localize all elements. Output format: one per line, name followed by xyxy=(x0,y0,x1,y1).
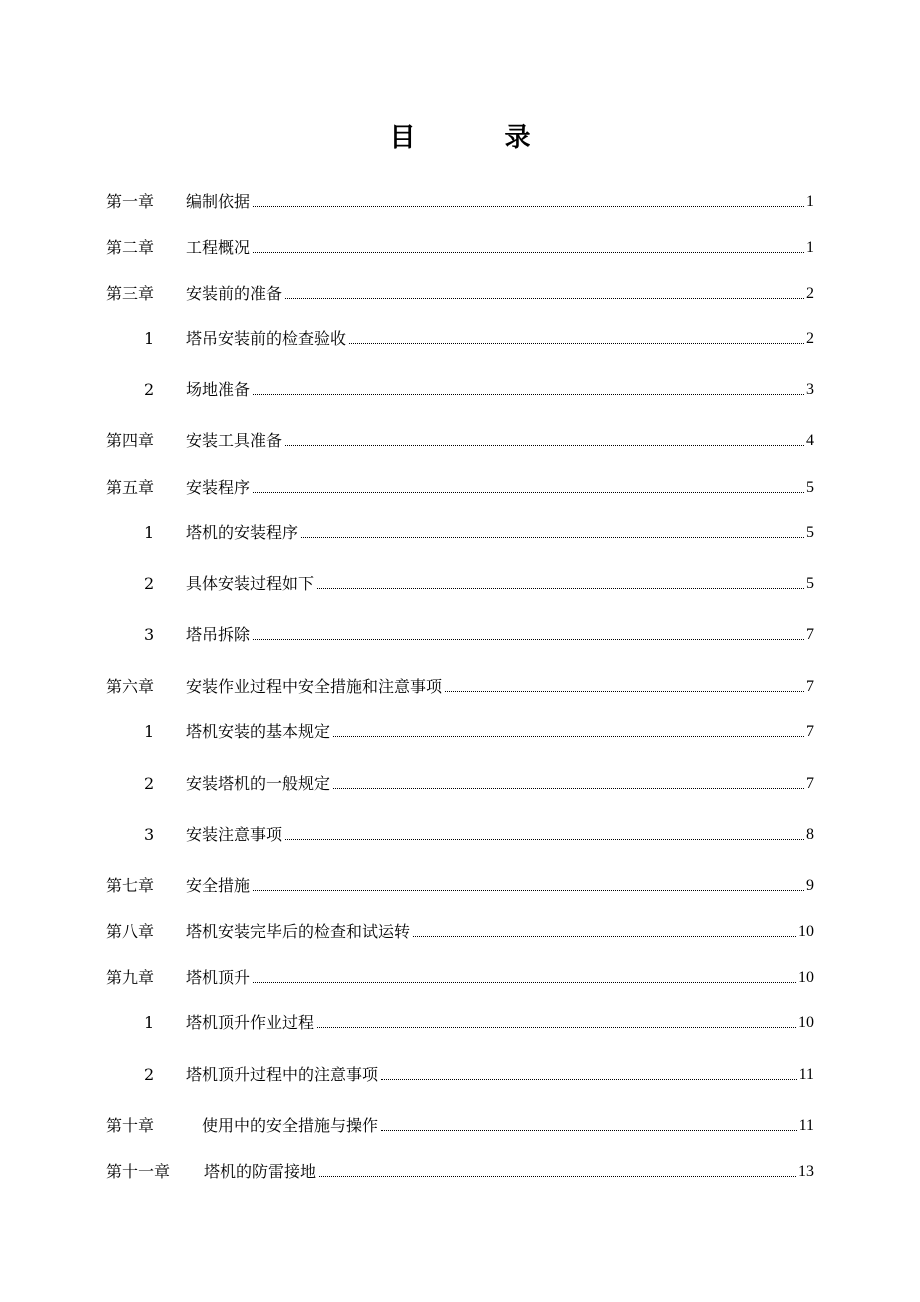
toc-entry-chapter-3[interactable] xyxy=(106,280,814,304)
toc-entry-title: 安装工具准备 xyxy=(186,431,283,450)
toc-entry-chapter-5[interactable] xyxy=(106,474,814,498)
toc-entry-number: 1 xyxy=(144,1013,155,1032)
toc-entry-page: 10 xyxy=(798,923,814,940)
toc-entry-chapter-7[interactable] xyxy=(106,872,814,896)
toc-entry-page: 3 xyxy=(806,381,814,398)
dot-leader xyxy=(253,491,804,493)
toc-entry-page: 4 xyxy=(806,432,814,449)
dot-leader xyxy=(349,342,804,344)
toc-entry-section-5-1[interactable] xyxy=(106,519,814,543)
page-title: 目 录 xyxy=(389,123,571,153)
toc-entry-title: 使用中的安全措施与操作 xyxy=(202,1116,379,1135)
toc-entry-number: 第十章 xyxy=(106,1116,155,1135)
toc-entry-title: 具体安装过程如下 xyxy=(186,574,315,593)
toc-entry-title: 塔机的安装程序 xyxy=(186,523,299,542)
toc-entry-number: 第三章 xyxy=(106,284,155,303)
toc-entry-chapter-2[interactable] xyxy=(106,234,814,258)
toc-entry-page: 2 xyxy=(806,330,814,347)
toc-entry-title: 安装作业过程中安全措施和注意事项 xyxy=(186,677,443,696)
dot-leader xyxy=(253,981,796,983)
toc-entry-number: 第五章 xyxy=(106,478,155,497)
toc-entry-section-9-2[interactable] xyxy=(106,1061,814,1085)
toc-entry-number: 第九章 xyxy=(106,968,155,987)
dot-leader xyxy=(301,536,804,538)
toc-entry-chapter-6[interactable] xyxy=(106,673,814,697)
toc-entry-page: 5 xyxy=(806,524,814,541)
dot-leader xyxy=(413,935,796,937)
toc-entry-section-6-1[interactable] xyxy=(106,718,814,742)
toc-entry-page: 11 xyxy=(798,1066,814,1083)
dot-leader xyxy=(381,1078,797,1080)
toc-entry-page: 1 xyxy=(806,193,814,210)
toc-entry-number: 2 xyxy=(144,574,155,593)
toc-entry-page: 7 xyxy=(806,775,814,792)
toc-entry-page: 1 xyxy=(806,239,814,256)
toc-entry-number: 第二章 xyxy=(106,238,155,257)
toc-entry-title: 塔吊拆除 xyxy=(186,625,251,644)
toc-entry-page: 11 xyxy=(798,1117,814,1134)
toc-entry-number: 2 xyxy=(144,1065,155,1084)
dot-leader xyxy=(253,251,804,253)
dot-leader xyxy=(253,393,804,395)
toc-entry-title: 编制依据 xyxy=(186,192,251,211)
toc-entry-page: 7 xyxy=(806,626,814,643)
toc-entry-number: 3 xyxy=(144,825,155,844)
toc-entry-title: 安装注意事项 xyxy=(186,825,283,844)
toc-entry-title: 场地准备 xyxy=(186,380,251,399)
toc-entry-page: 5 xyxy=(806,479,814,496)
toc-entry-title: 塔机的防雷接地 xyxy=(204,1162,317,1181)
dot-leader xyxy=(333,735,804,737)
toc-entry-number: 1 xyxy=(144,722,155,741)
toc-entry-page: 10 xyxy=(798,969,814,986)
toc-entry-section-3-2[interactable] xyxy=(106,376,814,400)
toc-entry-chapter-8[interactable] xyxy=(106,918,814,942)
toc-entry-section-9-1[interactable] xyxy=(106,1009,814,1033)
toc-entry-title: 安装前的准备 xyxy=(186,284,283,303)
toc-entry-page: 2 xyxy=(806,285,814,302)
dot-leader xyxy=(285,297,804,299)
toc-entry-page: 10 xyxy=(798,1014,814,1031)
toc-entry-page: 5 xyxy=(806,575,814,592)
dot-leader xyxy=(253,205,804,207)
toc-entry-number: 1 xyxy=(144,523,155,542)
dot-leader xyxy=(253,889,804,891)
toc-entry-section-3-1[interactable] xyxy=(106,325,814,349)
toc-entry-number: 1 xyxy=(144,329,155,348)
toc-entry-title: 安装程序 xyxy=(186,478,251,497)
toc-entry-title: 塔机顶升过程中的注意事项 xyxy=(186,1065,379,1084)
toc-entry-title: 工程概况 xyxy=(186,238,251,257)
toc-entry-chapter-11[interactable] xyxy=(106,1158,814,1182)
toc-entry-number: 2 xyxy=(144,380,155,399)
toc-entry-title: 塔机顶升作业过程 xyxy=(186,1013,315,1032)
toc-entry-section-5-2[interactable] xyxy=(106,570,814,594)
toc-entry-number: 3 xyxy=(144,625,155,644)
toc-entry-section-6-2[interactable] xyxy=(106,770,814,794)
toc-entry-section-6-3[interactable] xyxy=(106,821,814,845)
toc-entry-title: 安装塔机的一般规定 xyxy=(186,774,331,793)
toc-entry-title: 塔机安装完毕后的检查和试运转 xyxy=(186,922,411,941)
toc-entry-number: 第四章 xyxy=(106,431,155,450)
toc-entry-chapter-10[interactable] xyxy=(106,1112,814,1136)
toc-entry-page: 7 xyxy=(806,678,814,695)
toc-entry-number: 第六章 xyxy=(106,677,155,696)
toc-entry-number: 第八章 xyxy=(106,922,155,941)
dot-leader xyxy=(317,587,804,589)
toc-entry-title: 塔机安装的基本规定 xyxy=(186,722,331,741)
toc-entry-title: 安全措施 xyxy=(186,876,251,895)
toc-entry-title: 塔吊安装前的检查验收 xyxy=(186,329,347,348)
toc-entry-page: 7 xyxy=(806,723,814,740)
toc-entry-number: 第十一章 xyxy=(106,1162,171,1181)
toc-entry-number: 2 xyxy=(144,774,155,793)
toc-entry-chapter-4[interactable] xyxy=(106,427,814,451)
toc-entry-page: 13 xyxy=(798,1163,814,1180)
toc-entry-page: 9 xyxy=(806,877,814,894)
dot-leader xyxy=(285,444,804,446)
dot-leader xyxy=(445,690,804,692)
dot-leader xyxy=(333,787,804,789)
dot-leader xyxy=(285,838,804,840)
toc-entry-title: 塔机顶升 xyxy=(186,968,251,987)
dot-leader xyxy=(319,1175,796,1177)
toc-entry-number: 第七章 xyxy=(106,876,155,895)
toc-entry-section-5-3[interactable] xyxy=(106,621,814,645)
toc-entry-chapter-9[interactable] xyxy=(106,964,814,988)
toc-entry-number: 第一章 xyxy=(106,192,155,211)
dot-leader xyxy=(253,638,804,640)
dot-leader xyxy=(381,1129,797,1131)
toc-entry-page: 8 xyxy=(806,826,814,843)
toc-entry-chapter-1[interactable] xyxy=(106,188,814,212)
dot-leader xyxy=(317,1026,796,1028)
